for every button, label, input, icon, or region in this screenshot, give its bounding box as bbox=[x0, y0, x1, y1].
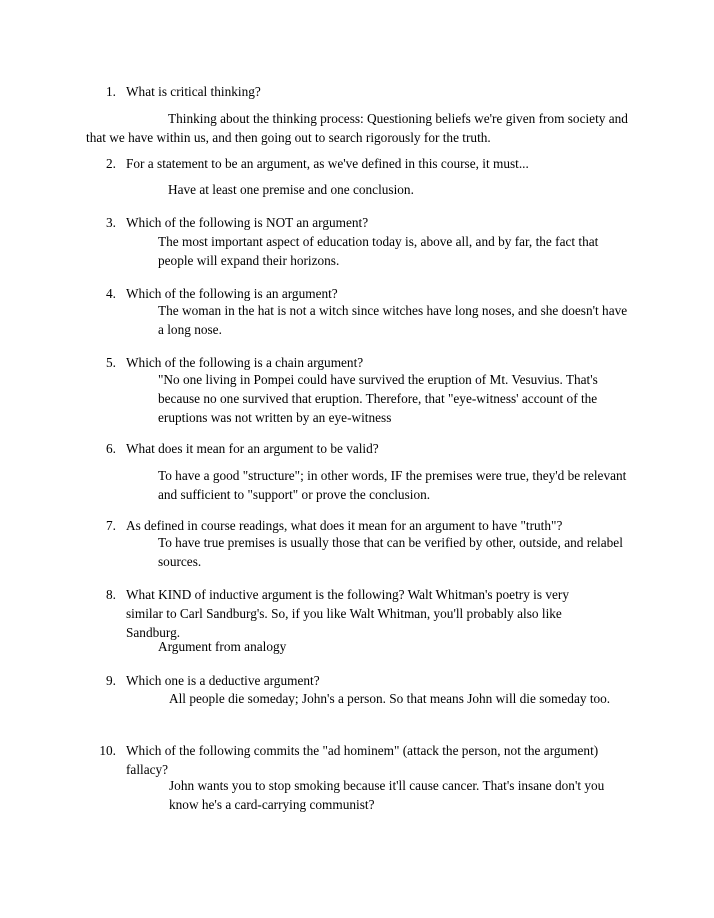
answer-text: To have a good "structure"; in other words, IF the premises were true, they'd be relevant and sufficient to "support" or prove the conclusion. bbox=[158, 468, 627, 502]
question-number: 3. bbox=[106, 215, 116, 230]
question-text: Which of the following is NOT an argument? bbox=[126, 215, 369, 230]
answer-text: The woman in the hat is not a witch since witches have long noses, and she doesn't have a long nose. bbox=[158, 303, 628, 337]
question-text: What is critical thinking? bbox=[126, 84, 261, 99]
answer-text: "No one living in Pompei could have survived the eruption of Mt. Vesuvius. That's because no one survived that eruption. Therefore, that "eye-witness' account of the eruptions was not written by an eye-witness bbox=[158, 372, 598, 425]
question-number: 4. bbox=[106, 286, 116, 301]
question-number: 1. bbox=[106, 84, 116, 99]
answer-text: All people die someday; John's a person. So that means John will die someday too. bbox=[169, 691, 611, 706]
question-text: What KIND of inductive argument is the following? Walt Whitman's poetry is very similar to Carl Sandburg's. So, if you like Walt Whitman, you'll probably also like Sandburg. bbox=[126, 587, 569, 640]
answer-text: Have at least one premise and one conclusion. bbox=[168, 182, 414, 197]
answer-text: The most important aspect of education today is, above all, and by far, the fact that people will expand their horizons. bbox=[158, 234, 599, 268]
question-text: What does it mean for an argument to be valid? bbox=[126, 441, 379, 456]
question-text: For a statement to be an argument, as we've defined in this course, it must... bbox=[126, 156, 529, 171]
question-number: 2. bbox=[106, 156, 116, 171]
question-number: 8. bbox=[106, 587, 116, 602]
question-text: Which one is a deductive argument? bbox=[126, 673, 320, 688]
answer-text: To have true premises is usually those that can be verified by other, outside, and relabel sources. bbox=[158, 535, 623, 569]
question-number: 9. bbox=[106, 673, 116, 688]
answer-text: John wants you to stop smoking because it'll cause cancer. That's insane don't you know he's a card-carrying communist? bbox=[169, 778, 605, 812]
answer-text: Argument from analogy bbox=[158, 639, 287, 654]
question-text: Which of the following is an argument? bbox=[126, 286, 338, 301]
question-text: Which of the following is a chain argument? bbox=[126, 355, 364, 370]
question-number: 6. bbox=[106, 441, 116, 456]
answer-text: Thinking about the thinking process: Questioning beliefs we're given from society and that we have within us, and then going out to search rigorously for the truth. bbox=[86, 111, 628, 145]
question-text: As defined in course readings, what does it mean for an argument to have "truth"? bbox=[126, 518, 563, 533]
question-number: 7. bbox=[106, 518, 116, 533]
question-number: 10. bbox=[99, 743, 116, 758]
question-text: Which of the following commits the "ad hominem" (attack the person, not the argument) fallacy? bbox=[126, 743, 599, 777]
question-number: 5. bbox=[106, 355, 116, 370]
